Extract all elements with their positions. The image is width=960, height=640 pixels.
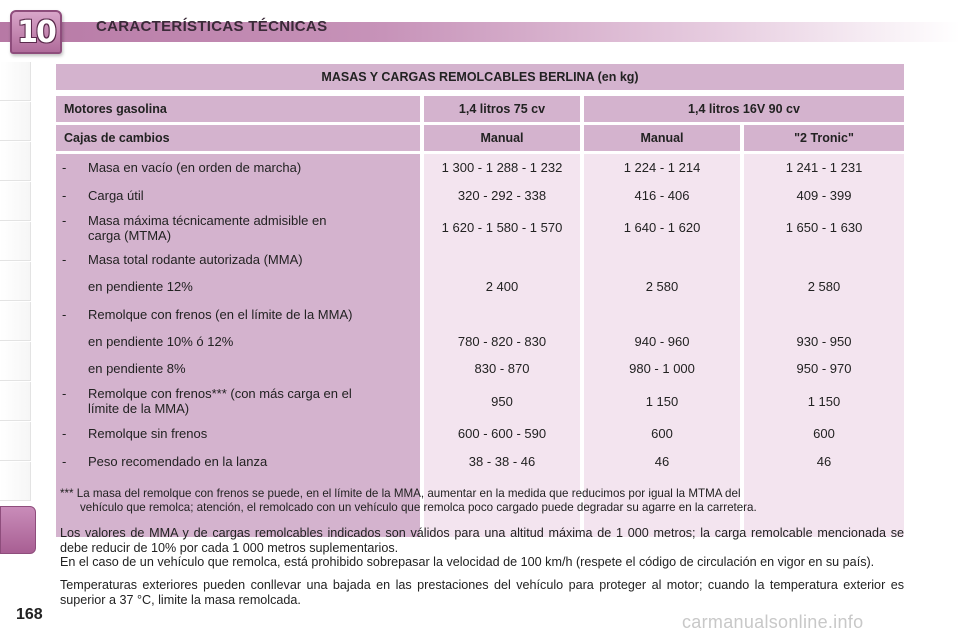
- chapter-tab[interactable]: [0, 142, 31, 181]
- row-bullet: -: [62, 307, 67, 322]
- row-bullet: -: [62, 454, 67, 469]
- chapter-tab[interactable]: [0, 302, 31, 341]
- row-value: 1 640 - 1 620: [623, 220, 701, 235]
- gearbox-label: Cajas de cambios: [56, 125, 420, 151]
- chapter-tab-active[interactable]: [0, 506, 36, 554]
- row-bullet: -: [62, 426, 67, 441]
- chapter-tab[interactable]: [0, 102, 31, 141]
- chapter-tabs: [0, 62, 34, 582]
- row-label: Remolque con frenos (en el límite de la MMA): [88, 307, 353, 322]
- row-value: 1 241 - 1 231: [785, 160, 863, 175]
- chapter-tab[interactable]: [0, 222, 31, 261]
- gearbox-header: Manual: [424, 125, 580, 151]
- engine-header: 1,4 litros 16V 90 cv: [584, 96, 904, 122]
- row-label-line: Remolque con frenos*** (con más carga en el: [88, 386, 352, 401]
- row-value: 46: [816, 454, 832, 469]
- row-label: Masa total rodante autorizada (MMA): [88, 252, 303, 267]
- row-value: 1 150: [645, 394, 679, 409]
- row-value: 46: [654, 454, 670, 469]
- row-value: 2 580: [645, 279, 679, 294]
- chapter-tab[interactable]: [0, 422, 31, 461]
- row-bullet: -: [62, 160, 67, 175]
- table-title: MASAS Y CARGAS REMOLCABLES BERLINA (en kg): [56, 64, 904, 90]
- page-title: CARACTERÍSTICAS TÉCNICAS: [96, 18, 328, 35]
- row-bullet: -: [62, 386, 67, 401]
- engines-label: Motores gasolina: [56, 96, 420, 122]
- chapter-number: 10: [17, 14, 55, 50]
- row-label: Peso recomendado en la lanza: [88, 454, 268, 469]
- footnote-line: *** La masa del remolque con frenos se puede, en el límite de la MMA, aumentar en la medida que reducimos por igual la MTMA del: [60, 487, 741, 500]
- footnote: [60, 487, 904, 515]
- row-value: 320 - 292 - 338: [457, 188, 547, 203]
- chapter-badge: [10, 10, 62, 54]
- row-label: Masa en vacío (en orden de marcha): [88, 160, 302, 175]
- footnote-line: vehículo que remolca; atención, el remolcado con un vehículo que remolca poco cargado puede degradar su agarre en la carretera.: [80, 501, 757, 514]
- body-paragraph: En el caso de un vehículo que remolca, está prohibido sobrepasar la velocidad de 100 km/h (respete el código de circulación en vigor en su país).: [60, 555, 875, 569]
- row-label: en pendiente 8%: [88, 361, 186, 376]
- engine-header: 1,4 litros 75 cv: [424, 96, 580, 122]
- row-value: 1 150: [807, 394, 841, 409]
- row-value: 950: [491, 394, 513, 409]
- gearbox-header: "2 Tronic": [744, 125, 904, 151]
- row-value: 600 - 600 - 590: [457, 426, 547, 441]
- row-bullet: -: [62, 213, 67, 228]
- row-value: 1 300 - 1 288 - 1 232: [441, 160, 563, 175]
- row-label: [88, 213, 418, 243]
- row-value: 416 - 406: [634, 188, 690, 203]
- row-value: 1 224 - 1 214: [623, 160, 701, 175]
- chapter-tab[interactable]: [0, 182, 31, 221]
- page-header: [0, 0, 960, 50]
- row-bullet: -: [62, 252, 67, 267]
- chapter-tab[interactable]: [0, 462, 31, 501]
- chapter-tab[interactable]: [0, 62, 31, 101]
- row-value: 980 - 1 000: [629, 361, 695, 376]
- chapter-tab[interactable]: [0, 342, 31, 381]
- chapter-tab[interactable]: [0, 382, 31, 421]
- row-label-line: límite de la MMA): [88, 401, 190, 416]
- row-label: Carga útil: [88, 188, 144, 203]
- body-paragraph: Temperaturas exteriores pueden conllevar una bajada en las prestaciones del vehículo para proteger al motor; cuando la temperatura exterior es superior a 37 °C, limite la masa remolcada.: [60, 578, 904, 607]
- row-value: 38 - 38 - 46: [468, 454, 536, 469]
- row-value: 600: [813, 426, 835, 441]
- row-value: 2 400: [485, 279, 519, 294]
- row-label-line: carga (MTMA): [88, 228, 172, 243]
- watermark: carmanualsonline.info: [682, 612, 864, 632]
- row-label: [88, 386, 418, 416]
- body-paragraph: Los valores de MMA y de cargas remolcables indicados son válidos para una altitud máxima de 1 000 metros; la carga remolcable mencionada se debe reducir de 10% por cada 1 000 metros suplementarios.: [60, 526, 904, 555]
- chapter-tab[interactable]: [0, 262, 31, 301]
- row-value: 409 - 399: [796, 188, 852, 203]
- row-value: 830 - 870: [474, 361, 530, 376]
- row-value: 600: [651, 426, 673, 441]
- row-label: en pendiente 12%: [88, 279, 193, 294]
- row-value: 1 620 - 1 580 - 1 570: [441, 220, 563, 235]
- row-value: 2 580: [807, 279, 841, 294]
- row-bullet: -: [62, 188, 67, 203]
- row-value: 1 650 - 1 630: [785, 220, 863, 235]
- row-label: en pendiente 10% ó 12%: [88, 334, 234, 349]
- row-value: 950 - 970: [796, 361, 852, 376]
- row-label: Remolque sin frenos: [88, 426, 208, 441]
- row-label-line: Masa máxima técnicamente admisible en: [88, 213, 327, 228]
- row-value: 780 - 820 - 830: [457, 334, 547, 349]
- row-value: 930 - 950: [796, 334, 852, 349]
- gearbox-header: Manual: [584, 125, 740, 151]
- row-value: 940 - 960: [634, 334, 690, 349]
- page-number: 168: [16, 606, 43, 623]
